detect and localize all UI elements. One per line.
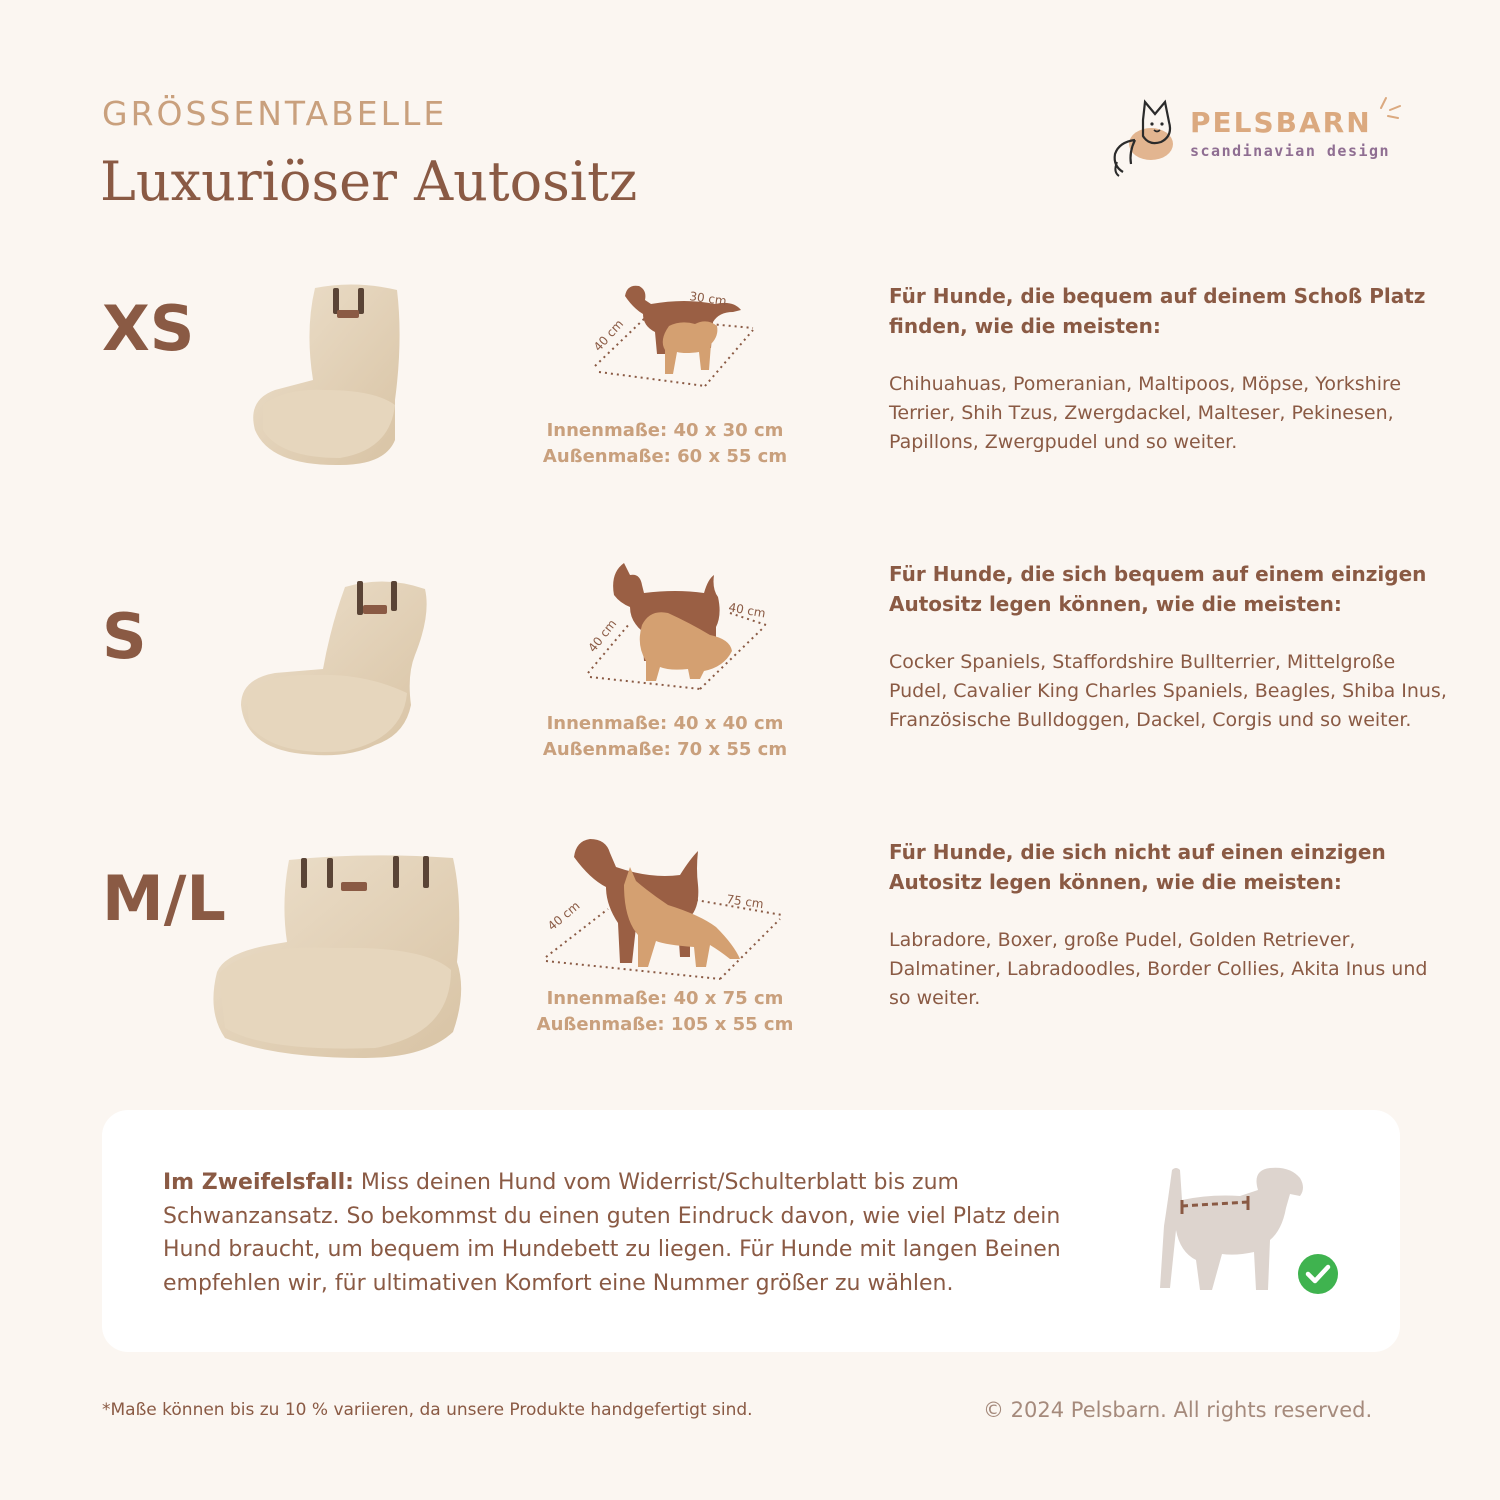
car-seat-ml-image — [205, 852, 465, 1062]
pelsbarn-logo-icon — [1105, 92, 1195, 182]
footnote: *Maße können bis zu 10 % variieren, da unsere Produkte handgefertigt sind. — [102, 1400, 753, 1420]
inner-dimensions-s: Innenmaße: 40 x 40 cm — [546, 713, 784, 734]
diagram-width-label-s: 40 cm — [727, 600, 767, 621]
inner-dimensions-ml: Innenmaße: 40 x 75 cm — [546, 988, 784, 1009]
outer-dimensions-s: Außenmaße: 70 x 55 cm — [542, 739, 788, 760]
breed-list-ml: Labradore, Boxer, große Pudel, Golden Retriever, Dalmatiner, Labradoodles, Border Collies, Akita Inus und so weiter. — [889, 929, 1428, 1009]
measuring-tip-text — [163, 1166, 1123, 1300]
diagram-depth-label-xs: 40 cm — [590, 316, 627, 355]
dimensions-s — [515, 711, 815, 763]
tip-lead: Im Zweifelsfall: — [163, 1170, 354, 1195]
suitability-title-xs: Für Hunde, die bequem auf deinem Schoß Platz finden, wie die meisten: — [889, 284, 1426, 338]
inner-dimensions-xs: Innenmaße: 40 x 30 cm — [546, 420, 784, 441]
diagram-width-label-xs: 30 cm — [688, 289, 728, 309]
outer-dimensions-xs: Außenmaße: 60 x 55 cm — [542, 446, 788, 467]
breed-list-s: Cocker Spaniels, Staffordshire Bullterrier, Mittelgroße Pudel, Cavalier King Charles Spaniels, Beagles, Shiba Inus, Französische Bulldoggen, Dackel, Corgis und so weiter. — [889, 651, 1447, 731]
outer-dimensions-ml: Außenmaße: 105 x 55 cm — [536, 1014, 794, 1035]
diagram-width-label-ml: 75 cm — [725, 892, 765, 912]
page-title: Luxuriöser Autositz — [100, 150, 638, 213]
dimensions-ml — [515, 986, 815, 1038]
suitability-title-s: Für Hunde, die sich bequem auf einem einzigen Autositz legen können, wie die meisten: — [889, 562, 1427, 616]
dog-size-diagram-xs — [585, 278, 765, 393]
diagram-depth-label-s: 40 cm — [585, 616, 620, 655]
dog-size-diagram-s — [580, 555, 770, 695]
size-label-s: S — [102, 600, 147, 673]
breed-list-xs: Chihuahuas, Pomeranian, Maltipoos, Möpse, Yorkshire Terrier, Shih Tzus, Zwergdackel, Malteser, Pekinesen, Papillons, Zwergpudel und so weiter. — [889, 373, 1402, 453]
eyebrow-heading: GRÖSSENTABELLE — [102, 94, 448, 133]
brand-tagline: scandinavian design — [1190, 142, 1391, 160]
size-label-xs: XS — [102, 292, 195, 365]
car-seat-xs-image — [245, 280, 410, 470]
size-label-ml: M/L — [102, 862, 226, 935]
car-seat-s-image — [235, 575, 435, 765]
dimensions-xs — [515, 418, 815, 470]
dog-size-diagram-ml — [540, 835, 790, 985]
copyright: © 2024 Pelsbarn. All rights reserved. — [983, 1398, 1373, 1422]
checkmark-icon — [1297, 1253, 1339, 1295]
brand-name: PELSBARN — [1190, 106, 1372, 139]
suitability-title-ml: Für Hunde, die sich nicht auf einen einzigen Autositz legen können, wie die meisten: — [889, 840, 1386, 894]
sparkle-icon — [1378, 94, 1404, 124]
tip-body: Miss deinen Hund vom Widerrist/Schulterblatt bis zum Schwanzansatz. So bekommst du einen guten Eindruck davon, wie viel Platz dein Hund braucht, um bequem im Hundebett zu liegen. Für Hunde mit langen Beinen empfehlen wir, für ultimativen Komfort eine Nummer größer zu wählen. — [163, 1170, 1061, 1296]
diagram-depth-label-ml: 40 cm — [544, 898, 583, 934]
